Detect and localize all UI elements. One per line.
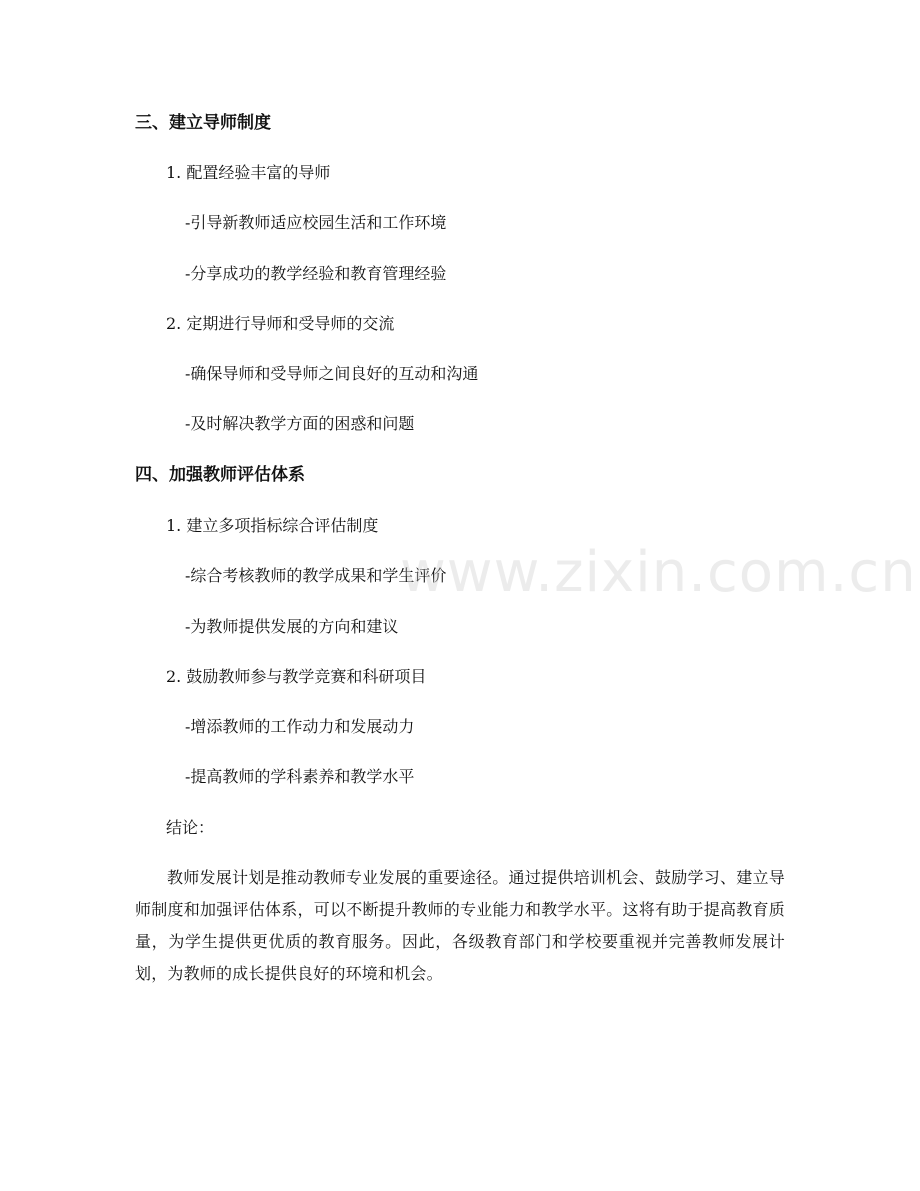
watermark: www.zixin.com.cn (400, 540, 917, 605)
list-item-title: 1. 配置经验丰富的导师 (166, 163, 331, 182)
list-item-title: 1. 建立多项指标综合评估制度 (166, 516, 379, 535)
list-item-point: -提高教师的学科素养和教学水平 (185, 767, 415, 786)
section-heading: 四、加强教师评估体系 (135, 465, 305, 485)
list-item-point: -及时解决教学方面的困惑和问题 (185, 414, 415, 433)
list-item-title: 2. 鼓励教师参与教学竞赛和科研项目 (166, 667, 427, 686)
list-item-point: -分享成功的教学经验和教育管理经验 (185, 264, 447, 283)
conclusion-label: 结论： (166, 818, 215, 837)
conclusion-paragraph: 教师发展计划是推动教师专业发展的重要途径。通过提供培训机会、鼓励学习、建立导师制度和加强评估体系，可以不断提升教师的专业能力和教学水平。这将有助于提高教育质量，为学生提供更优质的教育服务。因此，各级教育部门和学校要重视并完善教师发展计划，为教师的成长提供良好的环境和机会。 (135, 868, 785, 983)
list-item-point: -引导新教师适应校园生活和工作环境 (185, 213, 447, 232)
list-item-point: -为教师提供发展的方向和建议 (185, 617, 399, 636)
list-item-title: 2. 定期进行导师和受导师的交流 (166, 314, 395, 333)
list-item-point: -增添教师的工作动力和发展动力 (185, 717, 415, 736)
list-item-point: -确保导师和受导师之间良好的互动和沟通 (185, 364, 479, 383)
section-heading: 三、建立导师制度 (135, 113, 271, 133)
list-item-point: -综合考核教师的教学成果和学生评价 (185, 566, 447, 585)
